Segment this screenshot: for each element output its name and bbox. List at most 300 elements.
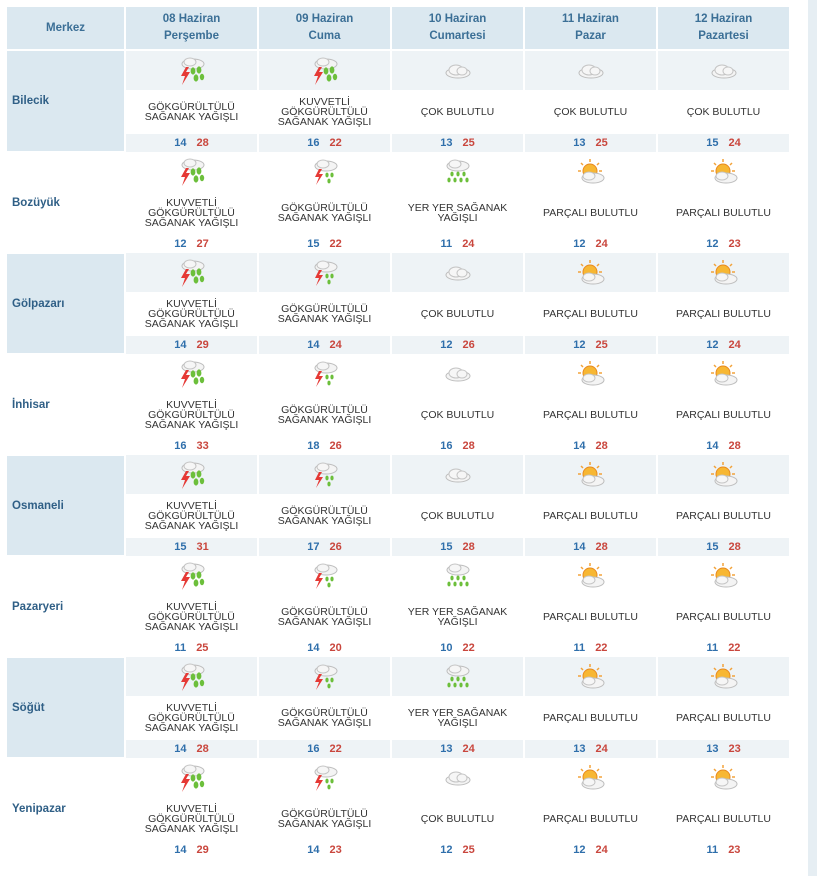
thunderstorm-rain-icon [177, 163, 207, 180]
forecast-desc-line: KUVVETLİ [166, 702, 217, 714]
low-temp: 12 [573, 844, 586, 856]
partly-cloudy-icon [576, 769, 606, 786]
forecast-desc-line: PARÇALI BULUTLU [676, 712, 771, 724]
forecast-desc-row [7, 696, 790, 740]
forecast-desc-line: PARÇALI BULUTLU [676, 207, 771, 219]
forecast-desc-line: SAĞANAK YAĞIŞLI [144, 621, 239, 633]
forecast-icon-cell [391, 152, 524, 191]
forecast-desc-line: GÖKGÜRÜLTÜLÜ [281, 707, 368, 719]
forecast-desc-line: PARÇALI BULUTLU [676, 409, 771, 421]
forecast-temp-cell [524, 235, 657, 253]
forecast-desc-cell [258, 90, 391, 134]
forecast-icon-cell [258, 354, 391, 393]
header-row [7, 7, 790, 50]
forecast-desc-line: GÖKGÜRÜLTÜLÜ [148, 409, 235, 421]
low-temp: 16 [174, 440, 187, 452]
low-temp: 12 [573, 238, 586, 250]
forecast-icon-cell [657, 657, 790, 696]
forecast-temp-cell [125, 639, 258, 657]
forecast-temp-cell [125, 437, 258, 455]
day-date: 12 Haziran [694, 13, 753, 25]
forecast-temp-row [7, 235, 790, 253]
day-weekday: Pazar [575, 30, 606, 42]
high-temp: 24 [595, 238, 608, 250]
low-temp: 11 [573, 642, 586, 654]
partly-cloudy-icon [576, 365, 606, 382]
forecast-temp-cell [524, 437, 657, 455]
forecast-desc-cell [125, 292, 258, 336]
forecast-desc-line: YAĞIŞLI [437, 616, 478, 628]
forecast-icon-cell [391, 455, 524, 494]
forecast-icon-cell [524, 253, 657, 292]
forecast-desc-line: GÖKGÜRÜLTÜLÜ [281, 303, 368, 315]
forecast-temp-cell [391, 437, 524, 455]
city-name: Söğüt [7, 657, 125, 758]
forecast-desc-line: SAĞANAK YAĞIŞLI [277, 818, 372, 830]
low-temp: 14 [307, 339, 320, 351]
thunderstorm-rain-icon [177, 567, 207, 584]
high-temp: 25 [462, 844, 475, 856]
forecast-desc-line: GÖKGÜRÜLTÜLÜ [148, 207, 235, 219]
forecast-desc-line: GÖKGÜRÜLTÜLÜ [281, 505, 368, 517]
forecast-icon-row [7, 556, 790, 595]
forecast-desc-row [7, 191, 790, 235]
merkez-header: Merkez [7, 7, 125, 50]
forecast-desc-line: ÇOK BULUTLU [420, 308, 495, 320]
partly-cloudy-icon [709, 365, 739, 382]
forecast-temp-cell [391, 538, 524, 556]
forecast-desc-line: KUVVETLİ [299, 96, 350, 108]
forecast-icon-row [7, 354, 790, 393]
forecast-desc-cell [657, 595, 790, 639]
low-temp: 15 [307, 238, 320, 250]
forecast-icon-cell [258, 455, 391, 494]
high-temp: 20 [329, 642, 342, 654]
forecast-icon-row [7, 657, 790, 696]
forecast-temp-cell [657, 235, 790, 253]
high-temp: 22 [329, 743, 342, 755]
day-header [524, 7, 657, 50]
low-temp: 15 [706, 137, 719, 149]
forecast-temp-row [7, 336, 790, 354]
forecast-desc-cell [524, 696, 657, 740]
high-temp: 26 [329, 440, 342, 452]
forecast-icon-cell [391, 354, 524, 393]
forecast-desc-line: SAĞANAK YAĞIŞLI [277, 313, 372, 325]
low-temp: 11 [706, 844, 719, 856]
forecast-desc-line: ÇOK BULUTLU [553, 106, 628, 118]
forecast-desc-line: ÇOK BULUTLU [420, 409, 495, 421]
forecast-desc-cell [657, 292, 790, 336]
forecast-desc-line: PARÇALI BULUTLU [676, 510, 771, 522]
high-temp: 22 [595, 642, 608, 654]
high-temp: 23 [728, 238, 741, 250]
forecast-temp-cell [125, 134, 258, 152]
high-temp: 28 [196, 137, 209, 149]
forecast-desc-line: GÖKGÜRÜLTÜLÜ [281, 404, 368, 416]
forecast-desc-cell [657, 191, 790, 235]
forecast-temp-cell [524, 740, 657, 758]
forecast-desc-cell [258, 494, 391, 538]
cloudy-icon [709, 62, 739, 79]
forecast-temp-cell [258, 134, 391, 152]
low-temp: 13 [573, 137, 586, 149]
forecast-desc-line: GÖKGÜRÜLTÜLÜ [148, 510, 235, 522]
forecast-icon-row [7, 253, 790, 292]
forecast-desc-line: SAĞANAK YAĞIŞLI [144, 419, 239, 431]
low-temp: 12 [440, 844, 453, 856]
forecast-desc-cell [391, 696, 524, 740]
forecast-desc-line: KUVVETLİ [166, 298, 217, 310]
forecast-desc-cell [391, 191, 524, 235]
forecast-icon-cell [258, 657, 391, 696]
forecast-icon-cell [258, 758, 391, 797]
city-name: Yenipazar [7, 758, 125, 859]
partly-cloudy-icon [709, 668, 739, 685]
forecast-icon-cell [125, 455, 258, 494]
forecast-desc-cell [657, 90, 790, 134]
low-temp: 14 [174, 137, 187, 149]
forecast-temp-cell [657, 134, 790, 152]
forecast-temp-cell [657, 639, 790, 657]
forecast-desc-line: PARÇALI BULUTLU [543, 611, 638, 623]
high-temp: 24 [728, 339, 741, 351]
thunder-icon [310, 466, 340, 483]
forecast-icon-cell [657, 758, 790, 797]
forecast-desc-cell [391, 797, 524, 841]
forecast-desc-cell [125, 393, 258, 437]
forecast-desc-cell [125, 696, 258, 740]
forecast-desc-line: SAĞANAK YAĞIŞLI [144, 722, 239, 734]
forecast-icon-cell [391, 556, 524, 595]
forecast-desc-line: ÇOK BULUTLU [420, 510, 495, 522]
high-temp: 25 [196, 642, 209, 654]
forecast-desc-cell [524, 191, 657, 235]
city-name: Bozüyük [7, 152, 125, 253]
forecast-desc-line: PARÇALI BULUTLU [676, 813, 771, 825]
forecast-icon-cell [657, 556, 790, 595]
forecast-desc-row [7, 393, 790, 437]
high-temp: 24 [462, 238, 475, 250]
showers-icon [443, 668, 473, 685]
forecast-icon-cell [258, 556, 391, 595]
forecast-temp-cell [125, 740, 258, 758]
forecast-temp-cell [125, 841, 258, 859]
low-temp: 14 [706, 440, 719, 452]
thunder-icon [310, 365, 340, 382]
forecast-desc-line: PARÇALI BULUTLU [676, 308, 771, 320]
forecast-temp-cell [258, 538, 391, 556]
low-temp: 14 [174, 844, 187, 856]
cloudy-icon [576, 62, 606, 79]
forecast-desc-cell [391, 90, 524, 134]
low-temp: 15 [174, 541, 187, 553]
high-temp: 24 [329, 339, 342, 351]
forecast-desc-line: PARÇALI BULUTLU [543, 510, 638, 522]
low-temp: 14 [307, 642, 320, 654]
forecast-desc-line: ÇOK BULUTLU [420, 106, 495, 118]
high-temp: 28 [462, 440, 475, 452]
forecast-desc-cell [125, 191, 258, 235]
forecast-temp-cell [524, 336, 657, 354]
low-temp: 14 [307, 844, 320, 856]
forecast-desc-line: KUVVETLİ [166, 500, 217, 512]
forecast-temp-cell [657, 437, 790, 455]
high-temp: 28 [462, 541, 475, 553]
forecast-icon-cell [125, 253, 258, 292]
forecast-temp-cell [391, 336, 524, 354]
thunder-icon [310, 264, 340, 281]
forecast-icon-cell [657, 152, 790, 191]
forecast-icon-cell [125, 758, 258, 797]
forecast-desc-line: GÖKGÜRÜLTÜLÜ [148, 101, 235, 113]
forecast-temp-cell [258, 235, 391, 253]
forecast-icon-cell [391, 758, 524, 797]
forecast-temp-row [7, 437, 790, 455]
forecast-desc-row [7, 90, 790, 134]
city-name: Bilecik [7, 50, 125, 152]
forecast-icon-cell [125, 556, 258, 595]
forecast-icon-cell [657, 50, 790, 90]
forecast-icon-cell [125, 152, 258, 191]
forecast-desc-line: SAĞANAK YAĞIŞLI [277, 717, 372, 729]
low-temp: 16 [307, 137, 320, 149]
low-temp: 12 [440, 339, 453, 351]
partly-cloudy-icon [709, 567, 739, 584]
high-temp: 29 [196, 339, 209, 351]
forecast-temp-cell [391, 841, 524, 859]
forecast-desc-cell [391, 292, 524, 336]
day-date: 11 Haziran [562, 13, 619, 25]
forecast-icon-cell [258, 152, 391, 191]
low-temp: 16 [440, 440, 453, 452]
forecast-temp-row [7, 639, 790, 657]
forecast-desc-line: YER YER SAĞANAK [407, 606, 508, 618]
forecast-temp-cell [391, 639, 524, 657]
forecast-desc-cell [258, 292, 391, 336]
forecast-icon-cell [524, 758, 657, 797]
forecast-desc-line: SAĞANAK YAĞIŞLI [277, 212, 372, 224]
forecast-desc-line: ÇOK BULUTLU [420, 813, 495, 825]
low-temp: 12 [706, 238, 719, 250]
forecast-desc-cell [125, 90, 258, 134]
forecast-desc-line: PARÇALI BULUTLU [543, 409, 638, 421]
forecast-icon-cell [657, 253, 790, 292]
thunderstorm-rain-icon [177, 668, 207, 685]
day-header [125, 7, 258, 50]
forecast-desc-line: SAĞANAK YAĞIŞLI [144, 823, 239, 835]
forecast-temp-cell [524, 841, 657, 859]
forecast-desc-cell [391, 494, 524, 538]
high-temp: 22 [728, 642, 741, 654]
forecast-icon-cell [125, 657, 258, 696]
low-temp: 17 [307, 541, 320, 553]
forecast-icon-cell [524, 354, 657, 393]
high-temp: 26 [329, 541, 342, 553]
forecast-temp-cell [391, 235, 524, 253]
high-temp: 28 [728, 440, 741, 452]
cloudy-icon [443, 62, 473, 79]
forecast-desc-cell [524, 494, 657, 538]
forecast-temp-cell [258, 841, 391, 859]
high-temp: 24 [595, 844, 608, 856]
day-weekday: Perşembe [164, 30, 219, 42]
forecast-desc-line: SAĞANAK YAĞIŞLI [277, 414, 372, 426]
high-temp: 29 [196, 844, 209, 856]
high-temp: 31 [196, 541, 209, 553]
partly-cloudy-icon [576, 264, 606, 281]
forecast-desc-cell [258, 696, 391, 740]
high-temp: 25 [595, 137, 608, 149]
forecast-icon-cell [258, 253, 391, 292]
day-date: 08 Haziran [162, 13, 221, 25]
high-temp: 23 [329, 844, 342, 856]
forecast-icon-row [7, 455, 790, 494]
low-temp: 12 [174, 238, 187, 250]
partly-cloudy-icon [709, 769, 739, 786]
day-header [258, 7, 391, 50]
forecast-temp-row [7, 538, 790, 556]
forecast-desc-line: GÖKGÜRÜLTÜLÜ [281, 606, 368, 618]
low-temp: 13 [573, 743, 586, 755]
high-temp: 28 [595, 541, 608, 553]
high-temp: 28 [196, 743, 209, 755]
forecast-temp-cell [125, 235, 258, 253]
partly-cloudy-icon [576, 567, 606, 584]
forecast-desc-cell [258, 393, 391, 437]
thunderstorm-rain-icon [310, 62, 340, 79]
showers-icon [443, 567, 473, 584]
forecast-table [7, 7, 791, 860]
forecast-temp-cell [125, 538, 258, 556]
forecast-icon-cell [657, 354, 790, 393]
low-temp: 16 [307, 743, 320, 755]
low-temp: 13 [706, 743, 719, 755]
cloudy-icon [443, 365, 473, 382]
forecast-temp-cell [258, 639, 391, 657]
cloudy-icon [443, 466, 473, 483]
high-temp: 24 [728, 137, 741, 149]
thunder-icon [310, 668, 340, 685]
city-name: Osmaneli [7, 455, 125, 556]
forecast-desc-cell [524, 90, 657, 134]
forecast-temp-cell [391, 134, 524, 152]
forecast-icon-cell [391, 657, 524, 696]
scrollbar-track[interactable] [808, 0, 817, 876]
forecast-desc-line: SAĞANAK YAĞIŞLI [144, 111, 239, 123]
partly-cloudy-icon [709, 163, 739, 180]
forecast-desc-cell [657, 494, 790, 538]
forecast-desc-line: GÖKGÜRÜLTÜLÜ [281, 202, 368, 214]
forecast-desc-row [7, 292, 790, 336]
forecast-desc-line: GÖKGÜRÜLTÜLÜ [148, 813, 235, 825]
low-temp: 18 [307, 440, 320, 452]
partly-cloudy-icon [709, 264, 739, 281]
high-temp: 22 [329, 238, 342, 250]
low-temp: 13 [440, 137, 453, 149]
partly-cloudy-icon [576, 163, 606, 180]
forecast-icon-cell [524, 657, 657, 696]
low-temp: 11 [174, 642, 187, 654]
high-temp: 25 [595, 339, 608, 351]
forecast-desc-line: PARÇALI BULUTLU [543, 813, 638, 825]
high-temp: 23 [728, 844, 741, 856]
forecast-icon-cell [657, 455, 790, 494]
forecast-icon-cell [524, 455, 657, 494]
forecast-desc-line: ÇOK BULUTLU [686, 106, 761, 118]
low-temp: 15 [440, 541, 453, 553]
forecast-desc-line: GÖKGÜRÜLTÜLÜ [148, 611, 235, 623]
forecast-desc-cell [258, 595, 391, 639]
forecast-desc-cell [657, 696, 790, 740]
forecast-icon-cell [125, 50, 258, 90]
forecast-desc-row [7, 595, 790, 639]
forecast-desc-cell [524, 595, 657, 639]
low-temp: 11 [706, 642, 719, 654]
city-name: Gölpazarı [7, 253, 125, 354]
forecast-desc-cell [391, 595, 524, 639]
high-temp: 26 [462, 339, 475, 351]
forecast-temp-cell [524, 639, 657, 657]
forecast-temp-cell [258, 336, 391, 354]
forecast-temp-cell [258, 437, 391, 455]
high-temp: 24 [462, 743, 475, 755]
forecast-desc-line: SAĞANAK YAĞIŞLI [277, 116, 372, 128]
day-weekday: Pazartesi [698, 30, 749, 42]
high-temp: 24 [595, 743, 608, 755]
forecast-desc-line: YER YER SAĞANAK [407, 707, 508, 719]
forecast-desc-line: PARÇALI BULUTLU [676, 611, 771, 623]
thunderstorm-rain-icon [177, 769, 207, 786]
forecast-desc-cell [657, 393, 790, 437]
forecast-desc-row [7, 797, 790, 841]
low-temp: 14 [174, 339, 187, 351]
forecast-desc-line: PARÇALI BULUTLU [543, 712, 638, 724]
city-name: İnhisar [7, 354, 125, 455]
forecast-icon-cell [125, 354, 258, 393]
forecast-temp-row [7, 841, 790, 859]
low-temp: 12 [573, 339, 586, 351]
forecast-desc-cell [258, 797, 391, 841]
high-temp: 23 [728, 743, 741, 755]
high-temp: 33 [196, 440, 209, 452]
low-temp: 13 [440, 743, 453, 755]
forecast-desc-line: KUVVETLİ [166, 601, 217, 613]
thunderstorm-rain-icon [177, 264, 207, 281]
partly-cloudy-icon [576, 668, 606, 685]
low-temp: 11 [440, 238, 453, 250]
forecast-temp-cell [524, 134, 657, 152]
forecast-desc-line: YAĞIŞLI [437, 212, 478, 224]
thunderstorm-rain-icon [177, 62, 207, 79]
forecast-desc-line: GÖKGÜRÜLTÜLÜ [148, 308, 235, 320]
forecast-temp-cell [391, 740, 524, 758]
forecast-desc-cell [258, 191, 391, 235]
day-date: 10 Haziran [428, 13, 487, 25]
forecast-desc-line: SAĞANAK YAĞIŞLI [277, 616, 372, 628]
day-date: 09 Haziran [295, 13, 354, 25]
forecast-desc-line: SAĞANAK YAĞIŞLI [277, 515, 372, 527]
low-temp: 14 [573, 541, 586, 553]
low-temp: 15 [706, 541, 719, 553]
forecast-temp-cell [125, 336, 258, 354]
forecast-temp-cell [524, 538, 657, 556]
forecast-desc-line: SAĞANAK YAĞIŞLI [144, 520, 239, 532]
forecast-desc-line: YER YER SAĞANAK [407, 202, 508, 214]
forecast-desc-cell [524, 393, 657, 437]
forecast-temp-cell [657, 538, 790, 556]
cloudy-icon [443, 769, 473, 786]
